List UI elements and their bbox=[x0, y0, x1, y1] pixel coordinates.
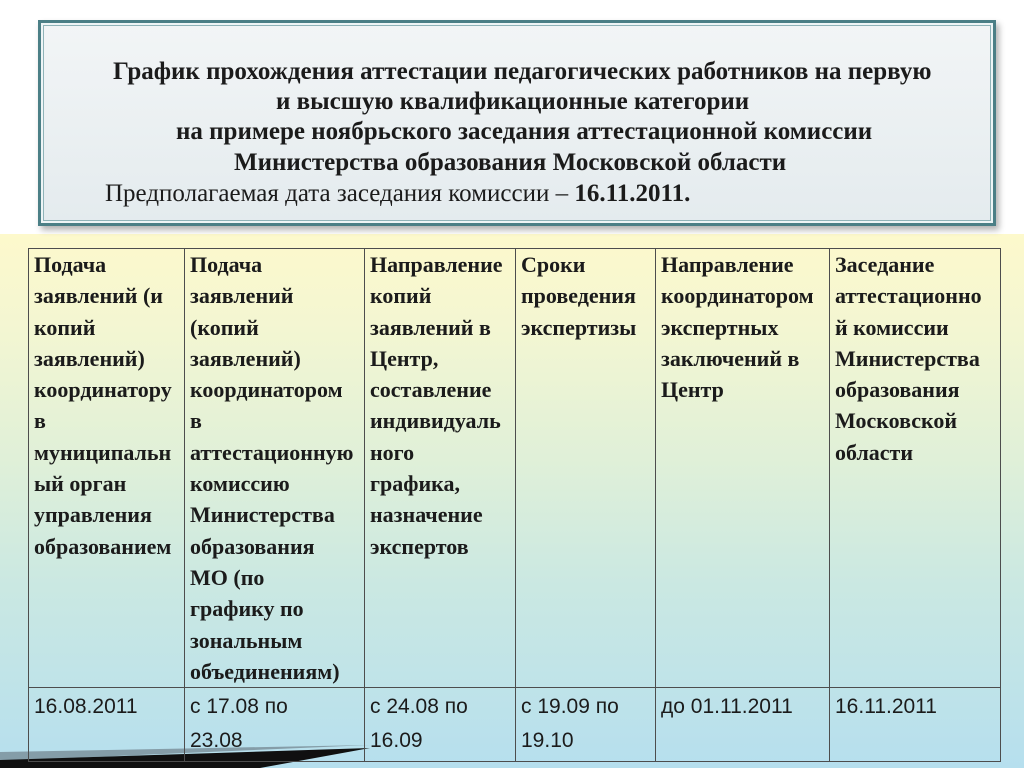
header-expert-conclusions: Направление координатором экспертных заключений в Центр bbox=[656, 249, 830, 688]
title-line-1: График прохождения аттестации педагогических работников на первую bbox=[113, 58, 932, 85]
title-box bbox=[38, 20, 996, 226]
meeting-date-value: 16.11.2011. bbox=[574, 180, 691, 207]
table-row bbox=[29, 688, 1001, 762]
cell-commission-application-period: с 17.08 по 23.08 bbox=[185, 688, 365, 762]
attestation-schedule-table bbox=[28, 248, 1001, 762]
cell-conclusions-deadline: до 01.11.2011 bbox=[656, 688, 830, 762]
header-commission-meeting: Заседание аттестационно й комиссии Министерства образования Московской области bbox=[830, 249, 1001, 688]
cell-center-sending-period: с 24.08 по 16.09 bbox=[365, 688, 516, 762]
cell-expertise-period: с 19.09 по 19.10 bbox=[516, 688, 656, 762]
table-header-row bbox=[29, 249, 1001, 688]
meeting-date-label: Предполагаемая дата заседания комиссии – bbox=[105, 180, 569, 207]
header-expertise-period: Сроки проведения экспертизы bbox=[516, 249, 656, 688]
title-line-3: на примере ноябрьского заседания аттестационной комиссии bbox=[176, 118, 873, 145]
meeting-date-line bbox=[105, 179, 690, 209]
title-line-2: и высшую квалификационные категории bbox=[276, 88, 750, 115]
header-application-to-commission: Подача заявлений (копий заявлений) координатором в аттестационную комиссию Министерства образования МО (по графику по зональным объединениям) bbox=[185, 249, 365, 688]
cell-application-date: 16.08.2011 bbox=[29, 688, 185, 762]
title-line-4: Министерства образования Московской области bbox=[234, 149, 787, 176]
cell-meeting-date: 16.11.2011 bbox=[830, 688, 1001, 762]
header-application-to-municipal-coordinator: Подача заявлений (и копий заявлений) координатору в муниципальн ый орган управления образованием bbox=[29, 249, 185, 688]
header-sending-to-center: Направление копий заявлений в Центр, составление индивидуаль ного графика, назначение экспертов bbox=[365, 249, 516, 688]
